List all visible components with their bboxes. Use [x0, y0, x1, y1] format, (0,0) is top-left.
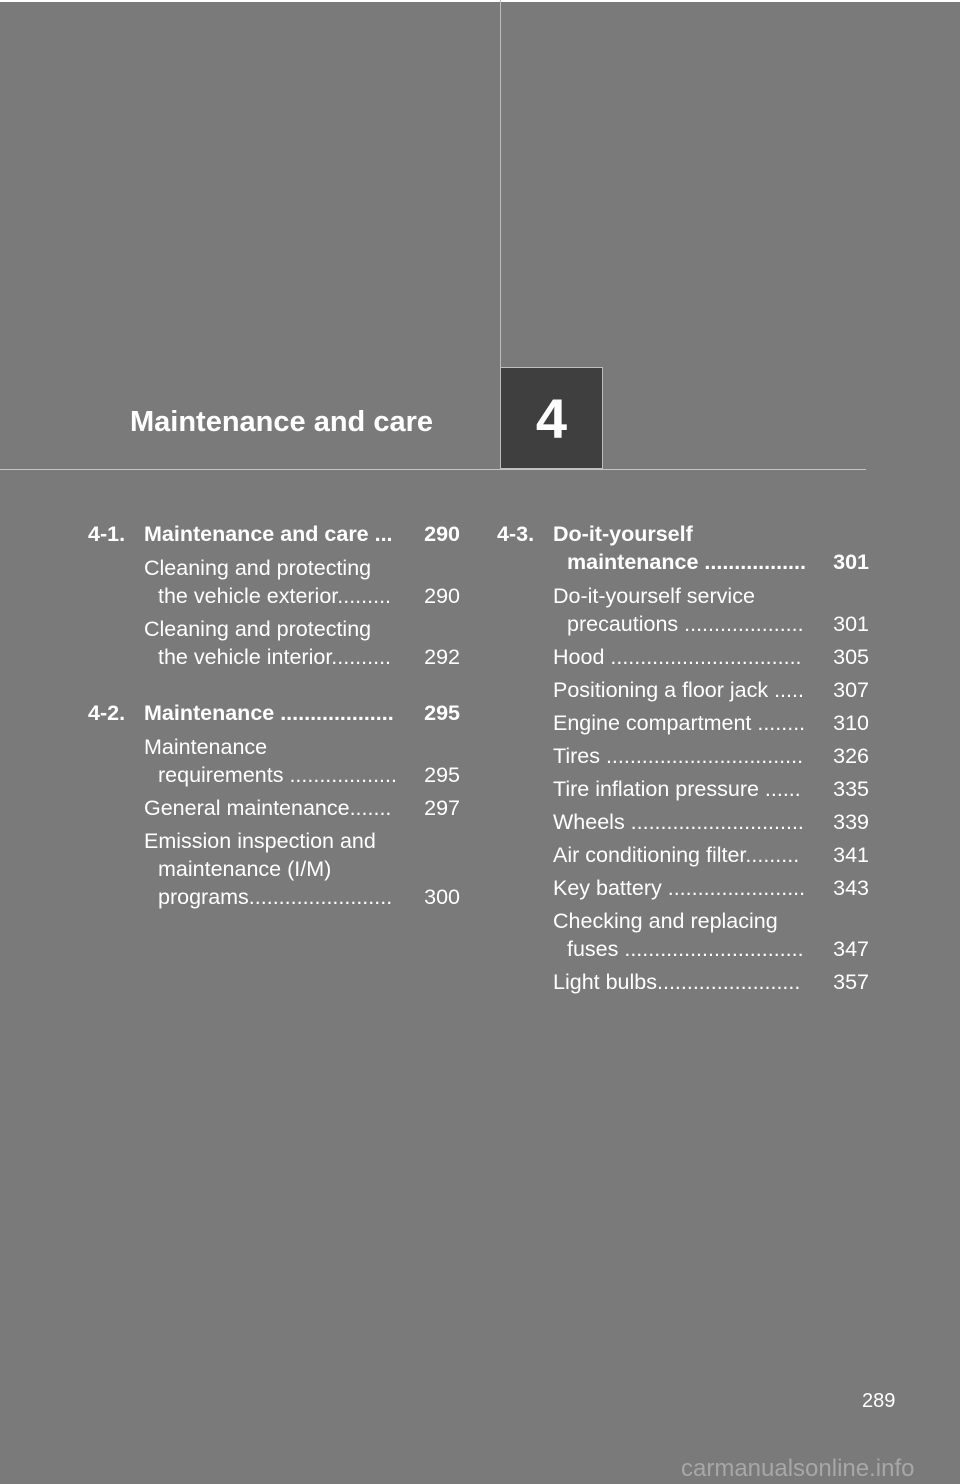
toc-entry[interactable] [497, 582, 869, 638]
toc-column-left [88, 520, 460, 916]
toc-page-number: 307 [833, 678, 869, 702]
chapter-title: Maintenance and care [130, 406, 433, 438]
toc-page-number: 290 [424, 584, 460, 608]
toc-entry[interactable] [88, 794, 460, 822]
toc-line-text: Maintenance [144, 735, 268, 759]
toc-section [88, 520, 460, 671]
toc-line-text: Engine compartment ........ [553, 711, 806, 735]
toc-line-text: Tires ................................. [553, 744, 804, 768]
toc-line [553, 709, 869, 737]
toc-line [553, 935, 869, 963]
toc-line [553, 874, 869, 902]
toc-line-text: Cleaning and protecting [144, 617, 372, 641]
toc-line [553, 610, 869, 638]
toc-page-number: 335 [833, 777, 869, 801]
toc-line [144, 794, 460, 822]
toc-entry[interactable] [497, 709, 869, 737]
toc-line-text: Maintenance and care ... [144, 522, 393, 546]
toc-section [88, 699, 460, 911]
toc-entry[interactable] [497, 968, 869, 996]
toc-line [553, 907, 869, 935]
toc-line [144, 883, 460, 911]
top-border [0, 0, 960, 2]
toc-line [144, 733, 460, 761]
toc-line [144, 827, 460, 855]
toc-line-text: the vehicle exterior......... [158, 584, 392, 608]
toc-line-text: the vehicle interior.......... [158, 645, 392, 669]
toc-line [553, 643, 869, 671]
toc-line [553, 676, 869, 704]
toc-page-number: 310 [833, 711, 869, 735]
toc-section-heading[interactable] [497, 520, 869, 576]
toc-column-right [497, 520, 869, 1001]
toc-section-heading[interactable] [88, 520, 460, 548]
horizontal-divider [0, 469, 866, 470]
toc-line [144, 699, 460, 727]
chapter-number-badge [500, 367, 603, 469]
toc-entry[interactable] [88, 554, 460, 610]
toc-line-text: Air conditioning filter......... [553, 843, 800, 867]
toc-line-text: Maintenance ................... [144, 701, 394, 725]
toc-line [553, 968, 869, 996]
toc-line [144, 554, 460, 582]
toc-entry[interactable] [497, 874, 869, 902]
section-number: 4-2. [88, 701, 126, 725]
toc-line-text: Do-it-yourself service [553, 584, 755, 608]
toc-entry[interactable] [497, 907, 869, 963]
toc-entry[interactable] [497, 841, 869, 869]
page-number: 289 [862, 1390, 896, 1412]
vertical-divider [500, 0, 501, 368]
toc-entry[interactable] [88, 827, 460, 911]
toc-line [144, 615, 460, 643]
toc-line [144, 582, 460, 610]
toc-line [144, 761, 460, 789]
toc-line [553, 775, 869, 803]
toc-line-text: Wheels ............................. [553, 810, 804, 834]
toc-entry[interactable] [497, 808, 869, 836]
toc-page-number: 326 [833, 744, 869, 768]
toc-line-text: maintenance (I/M) [158, 857, 332, 881]
watermark: carmanualsonline.info [681, 1455, 915, 1482]
toc-line [144, 855, 460, 883]
toc-line [553, 548, 869, 576]
toc-page-number: 343 [833, 876, 869, 900]
toc-entry[interactable] [88, 733, 460, 789]
toc-line-text: precautions .................... [567, 612, 804, 636]
toc-entry[interactable] [88, 615, 460, 671]
toc-entry[interactable] [497, 676, 869, 704]
toc-page-number: 341 [833, 843, 869, 867]
toc-line [553, 520, 869, 548]
toc-page-number: 301 [833, 612, 869, 636]
section-number: 4-1. [88, 522, 126, 546]
toc-line-text: Checking and replacing [553, 909, 778, 933]
toc-line-text: Do-it-yourself [553, 522, 693, 546]
toc-line-text: maintenance ................. [567, 550, 806, 574]
toc-line [144, 520, 460, 548]
toc-line-text: General maintenance....... [144, 796, 392, 820]
toc-page-number: 339 [833, 810, 869, 834]
toc-page-number: 305 [833, 645, 869, 669]
toc-entry[interactable] [497, 775, 869, 803]
chapter-number: 4 [535, 386, 568, 450]
toc-line-text: Cleaning and protecting [144, 556, 372, 580]
toc-section-heading[interactable] [88, 699, 460, 727]
toc-page-number: 290 [424, 522, 460, 546]
toc-line-text: Key battery ....................... [553, 876, 806, 900]
toc-line [144, 643, 460, 671]
toc-line-text: Tire inflation pressure ...... [553, 777, 801, 801]
toc-line-text: Hood ................................ [553, 645, 802, 669]
toc-line-text: Positioning a floor jack ..... [553, 678, 804, 702]
toc-line [553, 808, 869, 836]
toc-line [553, 582, 869, 610]
toc-page-number: 295 [424, 701, 460, 725]
toc-entry[interactable] [497, 643, 869, 671]
toc-page-number: 295 [424, 763, 460, 787]
toc-section [497, 520, 869, 996]
toc-page-number: 347 [833, 937, 869, 961]
toc-page-number: 300 [424, 885, 460, 909]
toc-page-number: 301 [833, 550, 869, 574]
toc-line-text: Emission inspection and [144, 829, 376, 853]
toc-line-text: requirements .................. [158, 763, 397, 787]
toc-line-text: programs........................ [158, 885, 393, 909]
toc-line-text: fuses .............................. [567, 937, 804, 961]
toc-line [553, 742, 869, 770]
toc-page-number: 297 [424, 796, 460, 820]
toc-page-number: 357 [833, 970, 869, 994]
toc-page-number: 292 [424, 645, 460, 669]
toc-entry[interactable] [497, 742, 869, 770]
toc-line-text: Light bulbs........................ [553, 970, 801, 994]
section-number: 4-3. [497, 522, 535, 546]
toc-line [553, 841, 869, 869]
